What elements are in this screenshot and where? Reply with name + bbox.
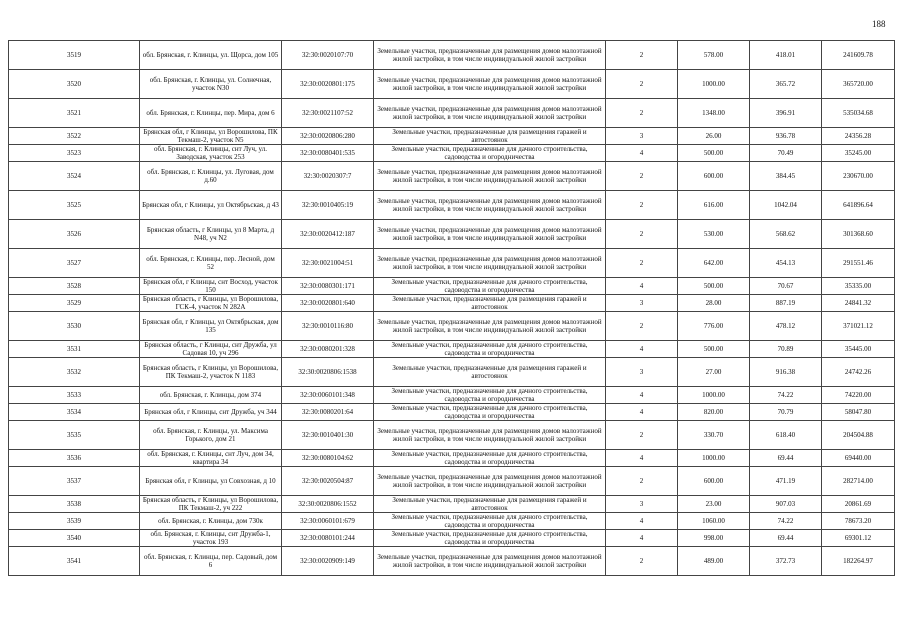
table-row	[9, 341, 895, 358]
group-cell: 2	[606, 162, 678, 191]
address-cell: обл. Брянская, г. Клинцы, снт Луч, ул. Заводская, участок 253	[140, 145, 282, 162]
cadastral-value-cell: 24356.28	[822, 128, 895, 145]
area-cell: 500.00	[678, 341, 750, 358]
table-body	[9, 41, 895, 576]
area-cell: 616.00	[678, 191, 750, 220]
group-cell: 2	[606, 421, 678, 450]
area-cell: 600.00	[678, 162, 750, 191]
group-cell: 4	[606, 513, 678, 530]
land-use-cell: Земельные участки, предназначенные для размещения домов малоэтажной жилой застройки, в том числе индивидуальной жилой застройки	[374, 467, 606, 496]
specific-value-cell: 74.22	[750, 387, 822, 404]
land-use-cell: Земельные участки, предназначенные для размещения домов малоэтажной жилой застройки, в том числе индивидуальной жилой застройки	[374, 191, 606, 220]
cadastral-number-cell: 32:30:0060101:679	[282, 513, 374, 530]
cadastral-number-cell: 32:30:0020909:149	[282, 547, 374, 576]
table-row	[9, 421, 895, 450]
row-number: 3523	[9, 145, 140, 162]
cadastral-number-cell: 32:30:0080101:244	[282, 530, 374, 547]
cadastral-value-cell: 535034.68	[822, 99, 895, 128]
table-row	[9, 404, 895, 421]
cadastral-value-cell: 24841.32	[822, 295, 895, 312]
row-number: 3539	[9, 513, 140, 530]
cadastral-value-cell: 301368.60	[822, 220, 895, 249]
row-number: 3524	[9, 162, 140, 191]
area-cell: 1000.00	[678, 387, 750, 404]
cadastral-value-cell: 58047.80	[822, 404, 895, 421]
row-number: 3541	[9, 547, 140, 576]
group-cell: 2	[606, 467, 678, 496]
group-cell: 2	[606, 547, 678, 576]
row-number: 3531	[9, 341, 140, 358]
area-cell: 600.00	[678, 467, 750, 496]
cadastral-value-cell: 74220.00	[822, 387, 895, 404]
table-row	[9, 467, 895, 496]
area-cell: 578.00	[678, 41, 750, 70]
specific-value-cell: 69.44	[750, 530, 822, 547]
area-cell: 489.00	[678, 547, 750, 576]
group-cell: 3	[606, 496, 678, 513]
cadastral-number-cell: 32:30:0060101:348	[282, 387, 374, 404]
group-cell: 2	[606, 99, 678, 128]
cadastral-number-cell: 32:30:0080401:535	[282, 145, 374, 162]
group-cell: 4	[606, 530, 678, 547]
address-cell: Брянская обл, г Клинцы, ул Совхозная, д 10	[140, 467, 282, 496]
table-row	[9, 358, 895, 387]
cadastral-value-cell: 641896.64	[822, 191, 895, 220]
table-row	[9, 249, 895, 278]
group-cell: 3	[606, 358, 678, 387]
cadastral-value-cell: 282714.00	[822, 467, 895, 496]
cadastral-value-cell: 35335.00	[822, 278, 895, 295]
specific-value-cell: 618.40	[750, 421, 822, 450]
group-cell: 2	[606, 220, 678, 249]
area-cell: 820.00	[678, 404, 750, 421]
address-cell: Брянская обл, г Клинцы, ул Ворошилова, ПК Текмаш-2, участок N5	[140, 128, 282, 145]
specific-value-cell: 887.19	[750, 295, 822, 312]
cadastral-number-cell: 32:30:0020806:280	[282, 128, 374, 145]
land-use-cell: Земельные участки, предназначенные для дачного строительства, садоводства и огородничества	[374, 404, 606, 421]
address-cell: Брянская область, г Клинцы, ул Ворошилова, ПК Текмаш-2, уч 222	[140, 496, 282, 513]
table-row	[9, 128, 895, 145]
area-cell: 642.00	[678, 249, 750, 278]
address-cell: обл. Брянская, г. Клинцы, ул. Максима Горького, дом 21	[140, 421, 282, 450]
cadastral-number-cell: 32:30:0020806:1552	[282, 496, 374, 513]
row-number: 3528	[9, 278, 140, 295]
group-cell: 4	[606, 450, 678, 467]
land-use-cell: Земельные участки, предназначенные для дачного строительства, садоводства и огородничества	[374, 341, 606, 358]
specific-value-cell: 70.67	[750, 278, 822, 295]
land-use-cell: Земельные участки, предназначенные для дачного строительства, садоводства и огородничества	[374, 530, 606, 547]
group-cell: 4	[606, 145, 678, 162]
area-cell: 998.00	[678, 530, 750, 547]
cadastral-value-cell: 69440.00	[822, 450, 895, 467]
cadastral-number-cell: 32:30:0020307:7	[282, 162, 374, 191]
table-row	[9, 162, 895, 191]
table-row	[9, 513, 895, 530]
address-cell: Брянская область, г Клинцы, снт Дружба, ул Садовая 10, уч 296	[140, 341, 282, 358]
land-use-cell: Земельные участки, предназначенные для размещения гаражей и автостоянок	[374, 496, 606, 513]
specific-value-cell: 70.89	[750, 341, 822, 358]
address-cell: обл. Брянская, г. Клинцы, снт Дружба-1, участок 193	[140, 530, 282, 547]
cadastral-value-cell: 20861.69	[822, 496, 895, 513]
address-cell: Брянская обл, г Клинцы, снт Восход, участок 150	[140, 278, 282, 295]
cadastral-value-cell: 35245.00	[822, 145, 895, 162]
specific-value-cell: 69.44	[750, 450, 822, 467]
cadastral-number-cell: 32:30:0021107:52	[282, 99, 374, 128]
table-row	[9, 41, 895, 70]
table-row	[9, 387, 895, 404]
table-row	[9, 99, 895, 128]
table-row	[9, 295, 895, 312]
table-row	[9, 191, 895, 220]
land-use-cell: Земельные участки, предназначенные для дачного строительства, садоводства и огородничества	[374, 387, 606, 404]
row-number: 3525	[9, 191, 140, 220]
table-row	[9, 530, 895, 547]
cadastral-number-cell: 32:30:0010401:30	[282, 421, 374, 450]
row-number: 3537	[9, 467, 140, 496]
address-cell: Брянская область, г Клинцы, ул 8 Марта, д N48, уч N2	[140, 220, 282, 249]
land-use-cell: Земельные участки, предназначенные для размещения гаражей и автостоянок	[374, 128, 606, 145]
area-cell: 530.00	[678, 220, 750, 249]
row-number: 3519	[9, 41, 140, 70]
area-cell: 23.00	[678, 496, 750, 513]
address-cell: Брянская обл, г Клинцы, ул Октябрьская, дом 135	[140, 312, 282, 341]
table-row	[9, 70, 895, 99]
specific-value-cell: 454.13	[750, 249, 822, 278]
address-cell: обл. Брянская, г. Клинцы, ул. Луговая, дом д.60	[140, 162, 282, 191]
address-cell: обл. Брянская, г. Клинцы, ул. Щорса, дом 105	[140, 41, 282, 70]
group-cell: 3	[606, 128, 678, 145]
land-use-cell: Земельные участки, предназначенные для размещения гаражей и автостоянок	[374, 358, 606, 387]
cadastral-number-cell: 32:30:0010405:19	[282, 191, 374, 220]
area-cell: 26.00	[678, 128, 750, 145]
table-row	[9, 145, 895, 162]
specific-value-cell: 372.73	[750, 547, 822, 576]
cadastral-number-cell: 32:30:0020107:70	[282, 41, 374, 70]
group-cell: 3	[606, 295, 678, 312]
cadastral-value-cell: 204504.88	[822, 421, 895, 450]
land-use-cell: Земельные участки, предназначенные для размещения домов малоэтажной жилой застройки, в том числе индивидуальной жилой застройки	[374, 162, 606, 191]
cadastral-number-cell: 32:30:0080104:62	[282, 450, 374, 467]
area-cell: 27.00	[678, 358, 750, 387]
specific-value-cell: 365.72	[750, 70, 822, 99]
area-cell: 1348.00	[678, 99, 750, 128]
cadastral-value-cell: 35445.00	[822, 341, 895, 358]
cadastral-number-cell: 32:30:0080201:328	[282, 341, 374, 358]
table-row	[9, 312, 895, 341]
cadastral-number-cell: 32:30:0010116:80	[282, 312, 374, 341]
cadastral-value-cell: 365720.00	[822, 70, 895, 99]
row-number: 3522	[9, 128, 140, 145]
specific-value-cell: 916.38	[750, 358, 822, 387]
group-cell: 2	[606, 249, 678, 278]
area-cell: 330.70	[678, 421, 750, 450]
cadastral-number-cell: 32:30:0020806:1538	[282, 358, 374, 387]
row-number: 3536	[9, 450, 140, 467]
area-cell: 1000.00	[678, 70, 750, 99]
group-cell: 2	[606, 41, 678, 70]
land-use-cell: Земельные участки, предназначенные для дачного строительства, садоводства и огородничества	[374, 450, 606, 467]
cadastral-value-cell: 182264.97	[822, 547, 895, 576]
group-cell: 2	[606, 312, 678, 341]
specific-value-cell: 418.01	[750, 41, 822, 70]
row-number: 3530	[9, 312, 140, 341]
land-use-cell: Земельные участки, предназначенные для дачного строительства, садоводства и огородничества	[374, 145, 606, 162]
cadastral-number-cell: 32:30:0021004:51	[282, 249, 374, 278]
row-number: 3529	[9, 295, 140, 312]
table-row	[9, 547, 895, 576]
cadastral-number-cell: 32:30:0020504:87	[282, 467, 374, 496]
group-cell: 4	[606, 387, 678, 404]
land-use-cell: Земельные участки, предназначенные для размещения домов малоэтажной жилой застройки, в том числе индивидуальной жилой застройки	[374, 421, 606, 450]
address-cell: Брянская область, г Клинцы, ул Ворошилова, ПК Текмаш-2, участок N 1183	[140, 358, 282, 387]
cadastral-value-table	[8, 40, 895, 576]
specific-value-cell: 384.45	[750, 162, 822, 191]
address-cell: обл. Брянская, г. Клинцы, дом 374	[140, 387, 282, 404]
row-number: 3521	[9, 99, 140, 128]
cadastral-number-cell: 32:30:0080301:171	[282, 278, 374, 295]
row-number: 3520	[9, 70, 140, 99]
specific-value-cell: 907.03	[750, 496, 822, 513]
cadastral-value-cell: 371021.12	[822, 312, 895, 341]
address-cell: обл. Брянская, г. Клинцы, ул. Солнечная, участок N30	[140, 70, 282, 99]
specific-value-cell: 70.49	[750, 145, 822, 162]
row-number: 3535	[9, 421, 140, 450]
cadastral-number-cell: 32:30:0020801:640	[282, 295, 374, 312]
address-cell: Брянская область, г Клинцы, ул Ворошилова, ГСК-4, участок N 282А	[140, 295, 282, 312]
specific-value-cell: 74.22	[750, 513, 822, 530]
address-cell: обл. Брянская, г. Клинцы, пер. Мира, дом 6	[140, 99, 282, 128]
address-cell: обл. Брянская, г. Клинцы, снт Луч, дом 34, квартира 34	[140, 450, 282, 467]
address-cell: обл. Брянская, г. Клинцы, пер. Лесной, дом 52	[140, 249, 282, 278]
row-number: 3527	[9, 249, 140, 278]
address-cell: обл. Брянская, г. Клинцы, пер. Садовый, дом 6	[140, 547, 282, 576]
row-number: 3533	[9, 387, 140, 404]
land-use-cell: Земельные участки, предназначенные для размещения гаражей и автостоянок	[374, 295, 606, 312]
cadastral-value-cell: 69301.12	[822, 530, 895, 547]
cadastral-value-cell: 24742.26	[822, 358, 895, 387]
area-cell: 500.00	[678, 145, 750, 162]
row-number: 3540	[9, 530, 140, 547]
cadastral-value-cell: 78673.20	[822, 513, 895, 530]
group-cell: 2	[606, 70, 678, 99]
land-use-cell: Земельные участки, предназначенные для размещения домов малоэтажной жилой застройки, в том числе индивидуальной жилой застройки	[374, 547, 606, 576]
row-number: 3538	[9, 496, 140, 513]
cadastral-value-cell: 230670.00	[822, 162, 895, 191]
cadastral-number-cell: 32:30:0080201:64	[282, 404, 374, 421]
specific-value-cell: 568.62	[750, 220, 822, 249]
row-number: 3532	[9, 358, 140, 387]
area-cell: 28.00	[678, 295, 750, 312]
land-use-cell: Земельные участки, предназначенные для размещения домов малоэтажной жилой застройки, в том числе индивидуальной жилой застройки	[374, 41, 606, 70]
specific-value-cell: 70.79	[750, 404, 822, 421]
specific-value-cell: 1042.04	[750, 191, 822, 220]
area-cell: 1060.00	[678, 513, 750, 530]
area-cell: 500.00	[678, 278, 750, 295]
group-cell: 4	[606, 404, 678, 421]
specific-value-cell: 478.12	[750, 312, 822, 341]
land-use-cell: Земельные участки, предназначенные для размещения домов малоэтажной жилой застройки, в том числе индивидуальной жилой застройки	[374, 220, 606, 249]
address-cell: Брянская обл, г Клинцы, снт Дружба, уч 344	[140, 404, 282, 421]
table-row	[9, 450, 895, 467]
land-use-cell: Земельные участки, предназначенные для размещения домов малоэтажной жилой застройки, в том числе индивидуальной жилой застройки	[374, 70, 606, 99]
table-row	[9, 220, 895, 249]
land-use-cell: Земельные участки, предназначенные для размещения домов малоэтажной жилой застройки, в том числе индивидуальной жилой застройки	[374, 99, 606, 128]
group-cell: 4	[606, 278, 678, 295]
table-row	[9, 496, 895, 513]
land-use-cell: Земельные участки, предназначенные для размещения домов малоэтажной жилой застройки, в том числе индивидуальной жилой застройки	[374, 312, 606, 341]
specific-value-cell: 396.91	[750, 99, 822, 128]
table-row	[9, 278, 895, 295]
cadastral-number-cell: 32:30:0020412:187	[282, 220, 374, 249]
cadastral-number-cell: 32:30:0020801:175	[282, 70, 374, 99]
group-cell: 2	[606, 191, 678, 220]
address-cell: обл. Брянская, г. Клинцы, дом 730к	[140, 513, 282, 530]
specific-value-cell: 936.78	[750, 128, 822, 145]
land-use-cell: Земельные участки, предназначенные для дачного строительства, садоводства и огородничества	[374, 513, 606, 530]
group-cell: 4	[606, 341, 678, 358]
land-use-cell: Земельные участки, предназначенные для дачного строительства, садоводства и огородничества	[374, 278, 606, 295]
area-cell: 776.00	[678, 312, 750, 341]
address-cell: Брянская обл, г Клинцы, ул Октябрьская, д 43	[140, 191, 282, 220]
page-number: 188	[872, 19, 886, 29]
specific-value-cell: 471.19	[750, 467, 822, 496]
cadastral-value-cell: 241609.78	[822, 41, 895, 70]
row-number: 3526	[9, 220, 140, 249]
cadastral-value-cell: 291551.46	[822, 249, 895, 278]
area-cell: 1000.00	[678, 450, 750, 467]
land-use-cell: Земельные участки, предназначенные для размещения домов малоэтажной жилой застройки, в том числе индивидуальной жилой застройки	[374, 249, 606, 278]
row-number: 3534	[9, 404, 140, 421]
